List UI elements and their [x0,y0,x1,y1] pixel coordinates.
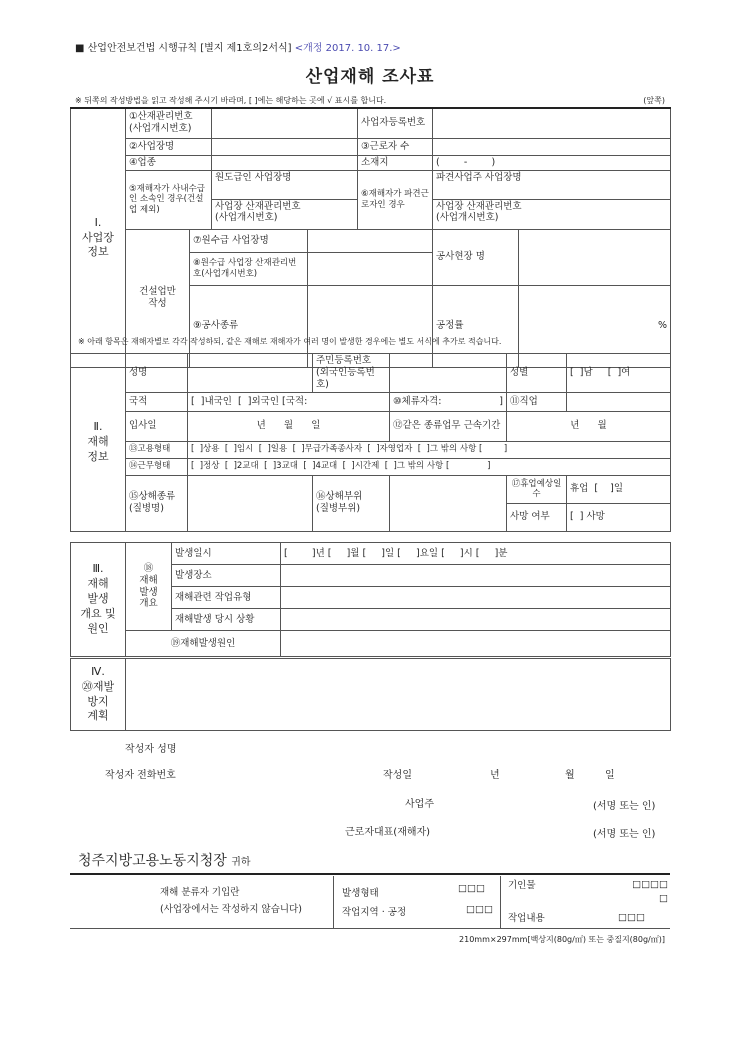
office-suffix: 귀하 [231,857,251,868]
bottom-divider [70,928,670,929]
addressee [78,850,251,870]
industry-field[interactable] [212,155,358,170]
section-3-table [70,542,671,657]
workplace-number-field[interactable] [212,108,358,138]
dispatch-cell [433,170,671,229]
injury-type-field[interactable] [188,475,313,531]
multi-victim-note: ※ 아래 항목은 재해자별로 각각 작성하되, 같은 재해로 재해자가 여러 명이 발생한 경우에는 별도 서식에 추가로 적습니다. [78,337,502,346]
prime-site-name-field[interactable] [308,229,433,252]
work-shift-options[interactable]: [ ]정상 [ ]2교대 [ ]3교대 [ ]4교대 [ ]시간제 [ ]그 밖의 사항 [ ] [188,458,671,475]
paper-spec: 210mm×297mm[백상지(80g/㎡) 또는 중질지(80g/㎡)] [459,935,665,944]
employment-type-label: ⑬고용형태 [126,441,188,458]
construction-only-label: 건설업만 작성 [126,229,190,367]
hire-date-field[interactable]: 년 월 일 [188,411,390,441]
dispatch-name-label[interactable]: 파견사업주 사업장명 [433,171,670,200]
form-reference [75,39,401,54]
classifier-label: 재해 분류자 기입란 (사업장에서는 작성하지 않습니다) [160,887,302,916]
occur-type-label: 발생형태 [342,888,379,899]
sex-options[interactable]: [ ]남 [ ]여 [567,354,671,393]
injury-part-field[interactable] [390,475,507,531]
divider [70,873,670,875]
prime-number-label[interactable]: 사업장 산재관리번호 (사업개시번호) [215,200,301,224]
prime-name-label[interactable]: 원도급인 사업장명 [212,171,357,200]
victim-name-field[interactable] [188,354,313,393]
section-3-label: Ⅲ. 재해 발생 개요 및 원인 [71,543,126,657]
injury-part-label: ⑯상해부위 (질병부위) [313,475,390,531]
dispatched-label: ⑥재해자가 파견근로자인 경우 [358,170,433,229]
tenure-field[interactable]: 년 월 [507,411,671,441]
work-shift-label: ⑭근무형태 [126,458,188,475]
location-label: 소재지 [358,155,433,170]
section-2-table [70,353,671,532]
cause-object-label: 기인물 [508,880,536,891]
writer-phone-label: 작성자 전화번호 [105,770,176,781]
employer-seal[interactable]: (서명 또는 인) [593,801,656,812]
workplace-name-field[interactable] [212,138,358,155]
prime-site-name-label: ⑦원수급 사업장명 [190,229,308,252]
death-field[interactable]: [ ] 사망 [567,503,671,531]
situation-field[interactable] [281,609,671,631]
occur-type-boxes[interactable]: □□□ [458,883,485,894]
dispatch-number-label[interactable]: 사업장 산재관리번호 (사업개시번호) [436,200,522,224]
work-type-label: 재해관련 작업유형 [172,587,281,609]
section-4-table [70,658,671,731]
when-label: 발생일시 [172,543,281,565]
employer-label: 사업주 [405,799,434,810]
leave-days-label: ⑰휴업예상일수 [507,475,567,503]
percent-sign: % [657,320,667,332]
page-side: (앞쪽) [643,96,665,105]
nationality-label: 국적 [126,392,188,411]
law-reference: ■ 산업안전보건법 시행규칙 [별지 제1호의2서식] [75,43,292,54]
worker-rep-seal[interactable]: (서명 또는 인) [593,829,656,840]
region-label: 작업지역 · 공정 [342,907,407,918]
location-field[interactable]: ( - ) [433,155,671,170]
rrn-field[interactable] [390,354,507,393]
job-label: ⑪직업 [507,392,567,411]
work-content-boxes[interactable]: □□□ [618,912,645,923]
victim-name-label: 성명 [126,354,188,393]
visa-cell[interactable] [390,392,507,411]
nationality-options[interactable]: [ ]내국인 [ ]외국인 [국적: [188,392,390,411]
industry-label: ④업종 [126,155,212,170]
site-name-field[interactable] [519,229,671,285]
instruction-note: ※ 뒤쪽의 작성방법을 읽고 작성해 주시기 바라며, [ ]에는 해당하는 곳에 √ 표시를 합니다. [75,96,387,105]
section-1-label: Ⅰ. 사업장 정보 [71,108,126,367]
when-field[interactable]: [ ]년 [ ]월 [ ]일 [ ]요일 [ ]시 [ ]분 [281,543,671,565]
progress-label: 공정률 [433,285,519,367]
biz-reg-field[interactable] [433,108,671,138]
year-label: 년 [490,770,500,781]
page-title: 산업재해 조사표 [305,67,435,87]
cause-label: ⑲재해발생원인 [126,631,281,657]
work-type-field[interactable] [281,587,671,609]
cause-field[interactable] [281,631,671,657]
classifier-divider-1 [333,876,334,928]
subcontractor-label: ⑤재해자가 사내수급인 소속인 경우(건설업 제외) [126,170,212,229]
situation-label: 재해발생 당시 상황 [172,609,281,631]
worker-rep-label: 근로자대표(재해자) [345,827,431,838]
hire-date-label: 입사일 [126,411,188,441]
date-label: 작성일 [383,770,412,781]
overview-label: ⑱ 재해 발생 개요 [126,543,172,631]
worker-count-field[interactable] [433,138,671,155]
visa-bracket: ] [499,395,503,407]
classifier-divider-2 [500,876,501,928]
work-content-label: 작업내용 [508,913,545,924]
job-field[interactable] [567,392,671,411]
sex-label: 성별 [507,354,567,393]
office-name: 청주지방고용노동지청장 [78,853,227,869]
tenure-label: ⑫같은 종류업무 근속기간 [390,411,507,441]
prime-site-number-label: ⑧원수급 사업장 산재관리번호(사업개시번호) [190,252,308,285]
visa-label: ⑩체류자격: [393,395,442,407]
prime-contractor-cell [212,170,358,229]
cause-object-boxes[interactable]: □□□□ □ [632,879,668,905]
workplace-name-label: ②사업장명 [126,138,212,155]
employment-type-options[interactable]: [ ]상용 [ ]임시 [ ]일용 [ ]무급가족종사자 [ ]자영업자 [ ]그 밖의 사항 [ ] [188,441,671,458]
revision-date: <개정 2017. 10. 17.> [294,43,401,54]
where-label: 발생장소 [172,565,281,587]
prime-site-number-field[interactable] [308,252,433,285]
biz-reg-label: 사업자등록번호 [358,108,433,138]
section-4-label: Ⅳ. ⑳재발 방지 계획 [71,659,126,731]
injury-type-label: ⑮상해종류 (질병명) [126,475,188,531]
prevention-plan-field[interactable] [126,659,671,731]
section-1-table [70,107,671,368]
day-label: 일 [605,770,615,781]
site-name-label: 공사현장 명 [433,229,519,285]
where-field[interactable] [281,565,671,587]
worker-count-label: ③근로자 수 [358,138,433,155]
leave-days-field[interactable]: 휴업 [ ]일 [567,475,671,503]
section-2-label: Ⅱ. 재해 정보 [71,354,126,532]
workplace-number-label: ①산재관리번호 (사업개시번호) [126,108,212,138]
writer-name-label: 작성자 성명 [125,744,177,755]
region-boxes[interactable]: □□□ [466,904,493,915]
construction-type-label: ⑨공사종류 [190,285,308,367]
rrn-label: 주민등록번호 (외국인등록번호) [313,354,390,393]
death-label: 사망 여부 [507,503,567,531]
month-label: 월 [565,770,575,781]
